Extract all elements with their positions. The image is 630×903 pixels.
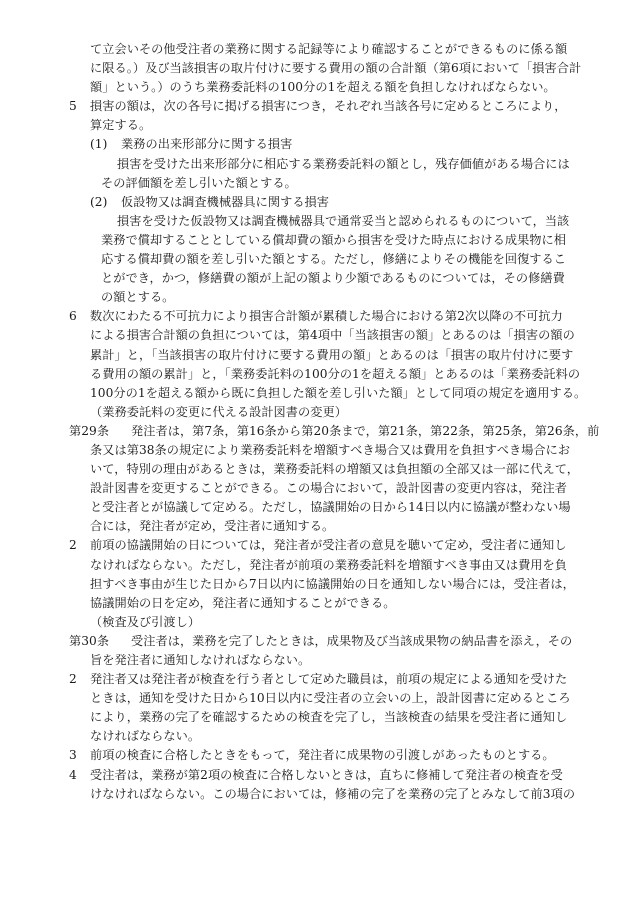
text-line bbox=[0, 174, 630, 193]
line-text: と受注者とが協議して定める。ただし，協議開始の日から14日以内に協議が整わない場 bbox=[90, 500, 571, 515]
text-line bbox=[0, 785, 630, 804]
text-line bbox=[0, 536, 630, 555]
text-line bbox=[0, 575, 630, 594]
line-text: 前項の協議開始の日については，発注者が受注者の意見を聴いて定め，受注者に通知し bbox=[90, 538, 567, 553]
line-text: に限る。）及び当該損害の取片付けに要する費用の額の合計額（第6項において「損害合計 bbox=[90, 61, 582, 76]
text-line bbox=[0, 727, 630, 746]
line-text: （検査及び引渡し） bbox=[90, 614, 201, 629]
text-line bbox=[0, 708, 630, 727]
text-line bbox=[0, 746, 630, 765]
item-number: 2 bbox=[69, 672, 77, 687]
line-text: の額とする。 bbox=[101, 290, 175, 305]
line-text: ときは，通知を受けた日から10日以内に受注者の立会いの上，設計図書に定めるところ bbox=[90, 691, 571, 706]
item-number: 5 bbox=[69, 99, 77, 114]
line-text: 業務で償却することとしている償却費の額から損害を受けた時点における成果物に相 bbox=[101, 232, 567, 247]
line-text: 発注者又は発注者が検査を行う者として定めた職員は，前項の規定による通知を受けた bbox=[90, 672, 568, 687]
text-line bbox=[0, 116, 630, 135]
line-text: 前項の検査に合格したときをもって，発注者に成果物の引渡しがあったものとする。 bbox=[90, 748, 555, 763]
text-line bbox=[0, 689, 630, 708]
line-text: 条又は第38条の規定により業務委託料を増額すべき場合又は費用を負担すべき場合にお bbox=[90, 442, 571, 457]
item-number: 第30条 bbox=[69, 633, 110, 648]
text-line bbox=[0, 441, 630, 460]
line-text: 合には，発注者が定め，受注者に通知する。 bbox=[90, 519, 335, 534]
text-line bbox=[0, 307, 630, 326]
line-text: 発注者は，第7条，第16条から第20条まで，第21条，第22条，第25条，第26条，前 bbox=[131, 423, 600, 438]
line-text: により，業務の完了を確認するための検査を完了し，当該検査の結果を受注者に通知し bbox=[90, 710, 568, 725]
text-line bbox=[0, 384, 630, 403]
text-line bbox=[0, 517, 630, 536]
text-line bbox=[0, 422, 630, 441]
line-text: 100分の1を超える額から既に負担した額を差し引いた額」として同項の規定を適用する。 bbox=[90, 385, 587, 400]
line-text: 旨を発注者に通知しなければならない。 bbox=[90, 653, 311, 667]
line-text: その評価額を差し引いた額とする。 bbox=[101, 175, 297, 190]
line-text: （業務委託料の変更に代える設計図書の変更） bbox=[90, 404, 347, 419]
text-line bbox=[0, 403, 630, 422]
line-text: 損害の額は，次の各号に掲げる損害につき，それぞれ当該各号に定めるところにより， bbox=[90, 99, 567, 114]
line-text: 受注者は，業務を完了したときは，成果物及び当該成果物の納品書を添え，その bbox=[131, 633, 573, 648]
text-line bbox=[0, 135, 630, 154]
item-number: 4 bbox=[69, 767, 77, 782]
item-number: 6 bbox=[69, 309, 77, 324]
line-text: 損害を受けた仮設物又は調査機械器具で通常妥当と認められるものについて，当該 bbox=[117, 213, 570, 228]
line-text: 設計図書を変更することができる。この場合において，設計図書の変更内容は，発注者 bbox=[90, 481, 568, 496]
text-line bbox=[0, 78, 630, 97]
line-text: 応する償却費の額を差し引いた額とする。ただし，修繕によりその機能を回復するこ bbox=[101, 252, 567, 267]
text-line bbox=[0, 498, 630, 517]
line-text: る費用の額の累計」と，「業務委託料の100分の1を超える額」とあるのは「業務委託料の bbox=[90, 366, 581, 381]
item-number: 2 bbox=[69, 538, 77, 553]
text-line bbox=[0, 479, 630, 498]
item-number: 3 bbox=[69, 748, 77, 763]
line-text: 担すべき事由が生じた日から7日以内に協議開始の日を通知しない場合には，受注者は， bbox=[90, 576, 575, 591]
text-line bbox=[0, 651, 630, 670]
text-line bbox=[0, 212, 630, 231]
document-page bbox=[0, 40, 630, 804]
line-text: 額」という。）のうち業務委託料の100分の1を超える額を負担しなければならない。 bbox=[90, 80, 556, 95]
line-text: 協議開始の日を定め，発注者に通知することができる。 bbox=[90, 595, 396, 610]
text-line bbox=[0, 670, 630, 689]
line-text: 累計」と，「当該損害の取片付けに要する費用の額」とあるのは「損害の取片付けに要す bbox=[90, 347, 574, 362]
line-text: 受注者は，業務が第2項の検査に合格しないときは，直ちに修補して発注者の検査を受 bbox=[90, 767, 563, 782]
line-text: いて，特別の理由があるときは，業務委託料の増額又は負担額の全部又は一部に代えて， bbox=[90, 462, 580, 477]
text-line bbox=[0, 766, 630, 785]
text-line bbox=[0, 97, 630, 116]
text-line bbox=[0, 193, 630, 212]
text-line bbox=[0, 155, 630, 174]
text-line bbox=[0, 556, 630, 575]
text-line bbox=[0, 594, 630, 613]
text-line bbox=[0, 231, 630, 250]
text-line bbox=[0, 346, 630, 365]
text-line bbox=[0, 40, 630, 59]
line-text: 仮設物又は調査機械器具に関する損害 bbox=[121, 194, 330, 209]
line-text: 業務の出来形部分に関する損害 bbox=[121, 137, 293, 152]
text-line bbox=[0, 326, 630, 345]
text-line bbox=[0, 250, 630, 269]
text-line bbox=[0, 59, 630, 78]
item-number: (1) bbox=[90, 137, 108, 152]
line-text: なければならない。 bbox=[90, 729, 201, 744]
line-text: 損害を受けた出来形部分に相応する業務委託料の額とし，残存価値がある場合には bbox=[117, 156, 570, 171]
line-text: による損害合計額の負担については，第4項中「当該損害の額」とあるのは「損害の額の bbox=[90, 328, 575, 343]
line-text: 算定する。 bbox=[90, 118, 152, 133]
item-number: (2) bbox=[90, 194, 108, 209]
line-text: 数次にわたる不可抗力により損害合計額が累積した場合における第2次以降の不可抗力 bbox=[90, 309, 563, 324]
text-line bbox=[0, 460, 630, 479]
line-text: けなければならない。この場合においては，修補の完了を業務の完了とみなして前3項の bbox=[90, 786, 576, 801]
text-line bbox=[0, 632, 630, 651]
line-text: とができ，かつ，修繕費の額が上記の額より少額であるものについては，その修繕費 bbox=[101, 271, 565, 286]
text-line bbox=[0, 288, 630, 307]
item-number: 第29条 bbox=[69, 423, 110, 438]
text-line bbox=[0, 269, 630, 288]
line-text: て立会いその他受注者の業務に関する記録等により確認することができるものに係る額 bbox=[90, 42, 568, 56]
text-line bbox=[0, 365, 630, 384]
text-line bbox=[0, 613, 630, 632]
line-text: なければならない。ただし，発注者が前項の業務委託料を増額すべき事由又は費用を負 bbox=[90, 557, 568, 572]
